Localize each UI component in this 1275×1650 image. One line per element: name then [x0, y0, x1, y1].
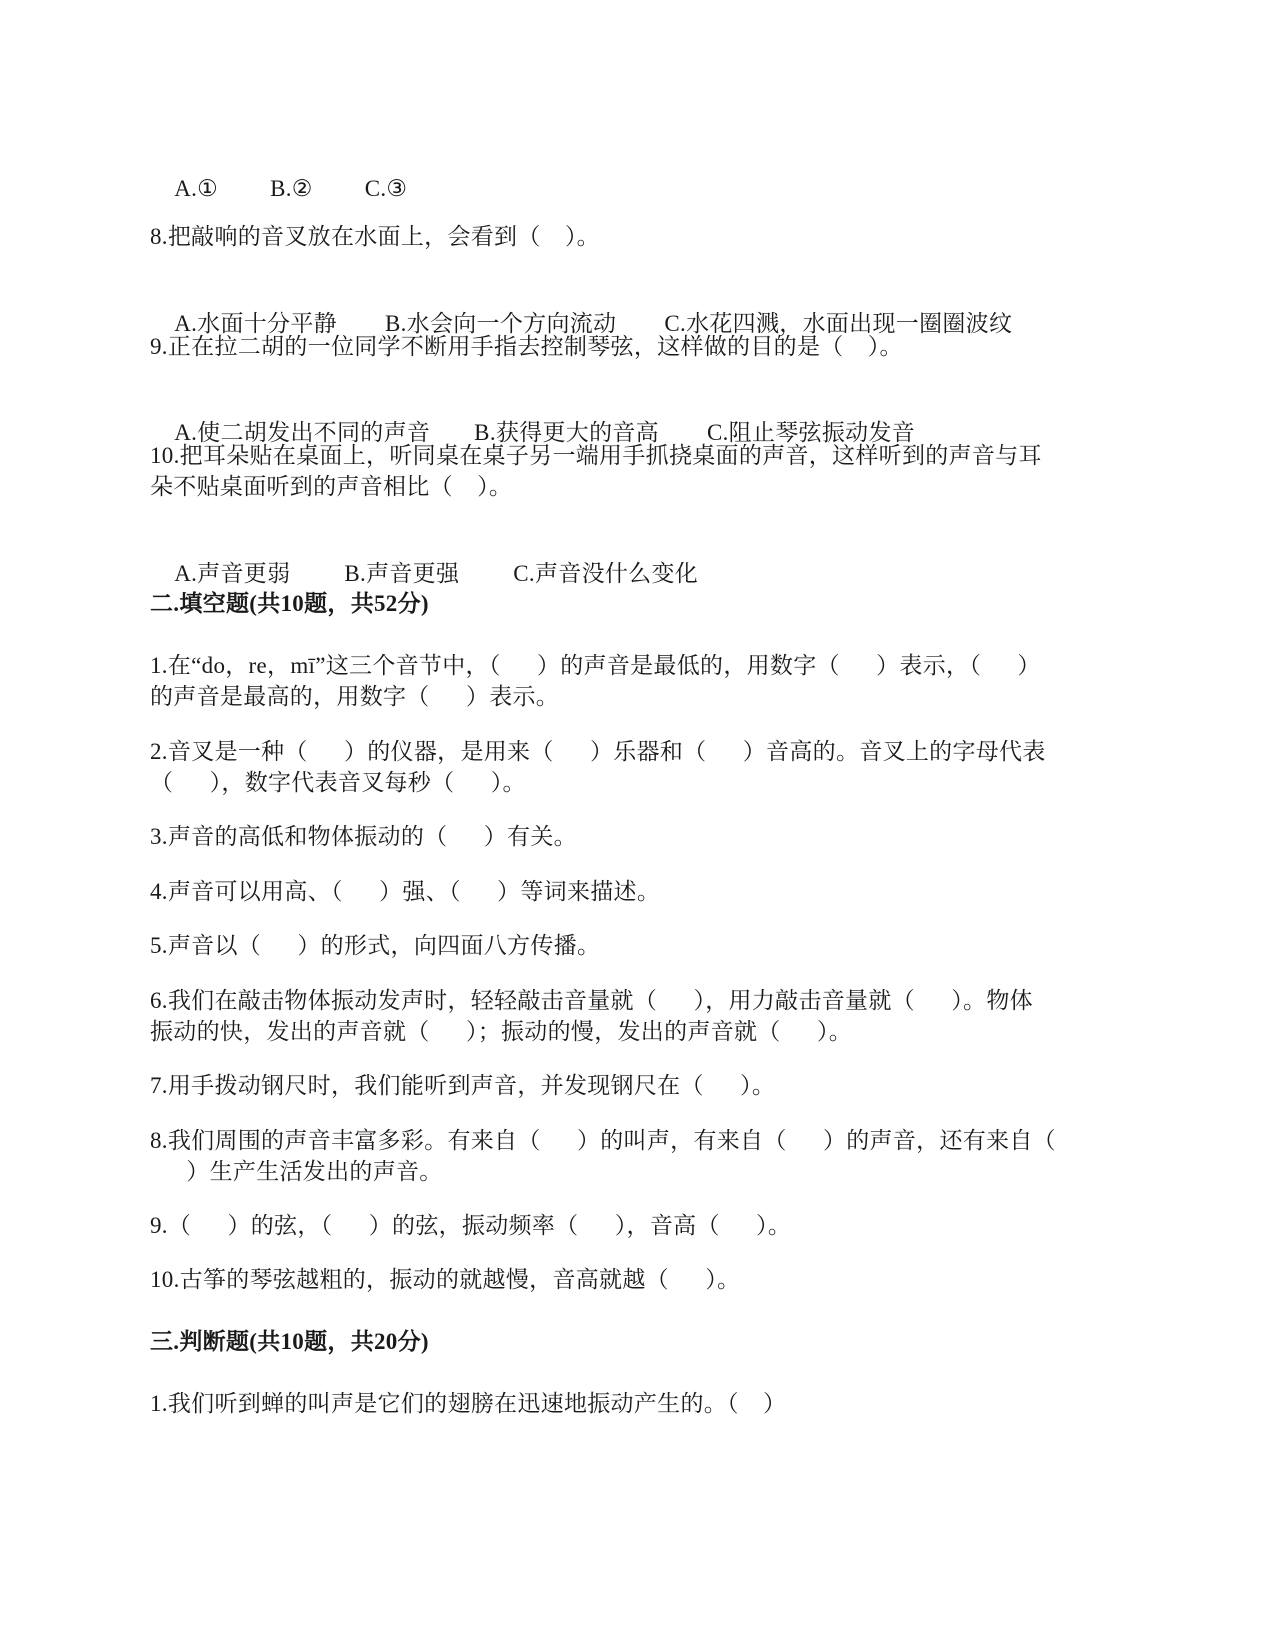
exam-page [150, 0, 1125, 1650]
q10-option-a: A.声音更弱 [174, 561, 291, 586]
q8-option-b: B.水会向一个方向流动 [384, 311, 617, 336]
fill-item-3: 3.声音的高低和物体振动的（ ）有关。 [150, 824, 577, 849]
section2-heading: 二.填空题(共10题，共52分) [150, 591, 429, 616]
fill-item-5: 5.声音以（ ）的形式，向四面八方传播。 [150, 933, 601, 958]
q7-option-a: A.① [174, 176, 219, 201]
q9-option-c: C.阻止琴弦振动发音 [706, 420, 916, 445]
fill-item-1-line2: 的声音是最高的，用数字（ ）表示。 [150, 684, 560, 709]
q10-option-b: B.声音更强 [344, 561, 460, 586]
q9-stem: 9.正在拉二胡的一位同学不断用手指去控制琴弦，这样做的目的是（ ）。 [150, 334, 903, 359]
q7-option-c: C.③ [364, 176, 408, 201]
q9-option-b: B.获得更大的音高 [474, 420, 659, 445]
fill-item-4: 4.声音可以用高、（ ）强、（ ）等词来描述。 [150, 879, 661, 904]
q8-stem: 8.把敲响的音叉放在水面上，会看到（ ）。 [150, 224, 600, 249]
q10-option-c: C.声音没什么变化 [513, 561, 699, 586]
q8-option-c: C.水花四溅，水面出现一圈圈波纹 [664, 311, 1013, 336]
fill-item-8-line1: 8.我们周围的声音丰富多彩。有来自（ ）的叫声，有来自（ ）的声音，还有来自（ [150, 1128, 1056, 1153]
fill-item-2-line1: 2.音叉是一种（ ）的仪器，是用来（ ）乐器和（ ）音高的。音叉上的字母代表 [150, 739, 1046, 764]
q8-option-a: A.水面十分平静 [174, 311, 337, 336]
fill-item-6-line1: 6.我们在敲击物体振动发声时，轻轻敲击音量就（ ），用力敲击音量就（ ）。物体 [150, 988, 1033, 1013]
q7-option-b: B.② [270, 176, 313, 201]
fill-item-8-line2: ）生产生活发出的声音。 [150, 1159, 443, 1184]
q10-stem-line2: 朵不贴桌面听到的声音相比（ ）。 [150, 474, 513, 499]
fill-item-1-line1: 1.在“do，re，mī”这三个音节中，（ ）的声音是最低的，用数字（ ）表示，（ ） [150, 653, 1041, 678]
fill-item-7: 7.用手拨动钢尺时，我们能听到声音，并发现钢尺在（ ）。 [150, 1073, 776, 1098]
q10-stem-line1: 10.把耳朵贴在桌面上，听同桌在桌子另一端用手抓挠桌面的声音，这样听到的声音与耳 [150, 443, 1042, 468]
fill-item-2-line2: （ ），数字代表音叉每秒（ ）。 [150, 770, 526, 795]
section3-heading: 三.判断题(共10题，共20分) [150, 1329, 429, 1354]
fill-item-6-line2: 振动的快，发出的声音就（ ）；振动的慢，发出的声音就（ ）。 [150, 1019, 852, 1044]
fill-item-10: 10.古筝的琴弦越粗的，振动的就越慢，音高就越（ ）。 [150, 1267, 741, 1292]
q9-option-a: A.使二胡发出不同的声音 [174, 420, 431, 445]
fill-item-9: 9.（ ）的弦，（ ）的弦，振动频率（ ），音高（ ）。 [150, 1213, 792, 1238]
judge-item-1: 1.我们听到蝉的叫声是它们的翅膀在迅速地振动产生的。（ ） [150, 1391, 787, 1416]
